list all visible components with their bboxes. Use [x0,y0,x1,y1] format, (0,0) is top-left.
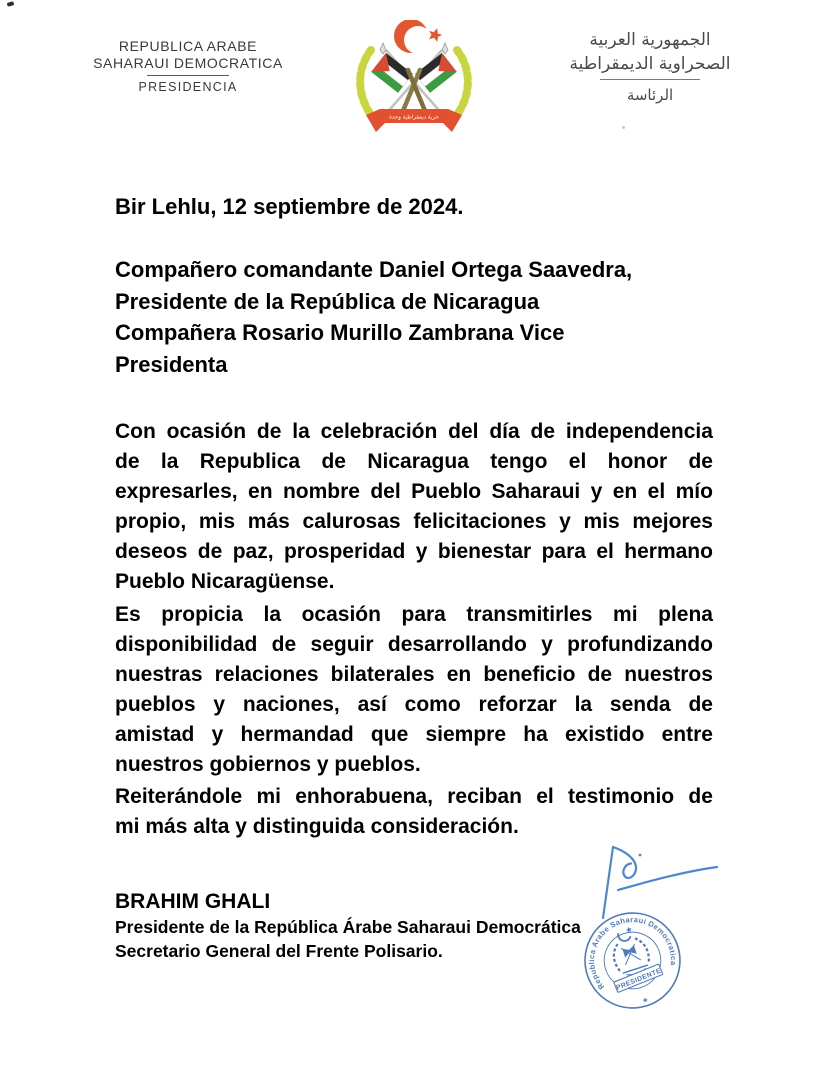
text-line: deseos de paz, prosperidad y bienestar para el hermano [115,540,713,563]
seal-laurel-left [610,944,626,971]
letterhead-divider [147,75,229,76]
signer-name: BRAHIM GHALI [115,890,271,913]
letterhead-arabic [568,28,732,107]
star-icon [427,26,444,43]
letterhead-line: PRESIDENCIA [138,80,238,94]
scan-artifact [622,126,625,129]
motto-text: حرية ديمقراطية وحدة [389,114,439,121]
text-line: disponibilidad de seguir desarrollando y profundizando [115,633,713,656]
sahrawi-flag-right [415,53,457,93]
text-line: Reiterándole mi enhorabuena, reciban el testimonio de [115,785,713,808]
text-line: de la Republica de Nicaragua tengo el honor de [115,450,713,473]
text-line: Presidenta [115,351,228,377]
text-line: Con ocasión de la celebración del día de independencia [115,420,713,443]
letterhead-line: SAHARAUI DEMOCRATICA [93,55,283,71]
text-line: Pueblo Nicaragüense. [115,570,335,593]
text-line: Es propicia la ocasión para transmitirles mi plena [115,603,713,626]
seal-banner-text: PRESIDENTE [615,967,663,992]
paragraph-2 [115,600,713,780]
signer-title: Secretario General del Frente Polisario. [115,941,443,961]
presidential-seal [582,910,683,1011]
seal-ring-text: Republica Arabe Saharaui Democratica [587,915,678,992]
seal-laurel-right [635,936,651,963]
seal-crescent-icon [617,930,631,943]
signer-title: Presidente de la República Árabe Saharaui Democrática [115,917,581,937]
letterhead-line-ar: الصحراوية الديمقراطية [569,54,731,74]
letterhead-line-ar: الجمهورية العربية [589,30,711,50]
motto-banner [366,109,462,132]
text-line: propio, mis más calurosas felicitaciones y mis mejores [115,510,713,533]
paragraph-3 [115,782,713,842]
letterhead-line: REPUBLICA ARABE [118,38,258,54]
text-line: Compañero comandante Daniel Ortega Saavedra, [115,257,633,282]
letterhead-spanish [93,38,283,96]
text-line: Compañera Rosario Murillo Zambrana Vice [115,320,565,345]
seal-flag-pole [620,944,640,965]
text-line: Presidente de la República de Nicaragua [115,288,540,314]
paragraph-1 [115,417,713,597]
text-line: pueblos y naciones, así como reforzar la senda de [115,693,713,716]
sadr-coat-of-arms-icon [348,20,480,142]
spear-tip [380,43,386,54]
recipient-block [115,254,713,380]
spear-tip [442,43,448,54]
letterhead-line-ar: الرئاسة [626,86,674,104]
sahrawi-flag-left [371,53,413,93]
letterhead-divider [600,79,700,80]
date-line: Bir Lehlu, 12 septiembre de 2024. [115,194,464,219]
seal-outer-ring [582,910,683,1011]
text-line: nuestros gobiernos y pueblos. [115,753,421,776]
text-line: mi más alta y distinguida consideración. [115,815,519,838]
scan-artifact [7,1,15,7]
text-line: nuestras relaciones bilaterales en beneficio de nuestros [115,663,713,686]
text-line: amistad y hermandad que siempre ha existido entre [115,723,713,746]
seal-star-icon: ★ [640,994,650,1006]
crescent-icon [394,20,428,53]
text-line: expresarles, en nombre del Pueblo Saharaui y en el mío [115,480,713,503]
